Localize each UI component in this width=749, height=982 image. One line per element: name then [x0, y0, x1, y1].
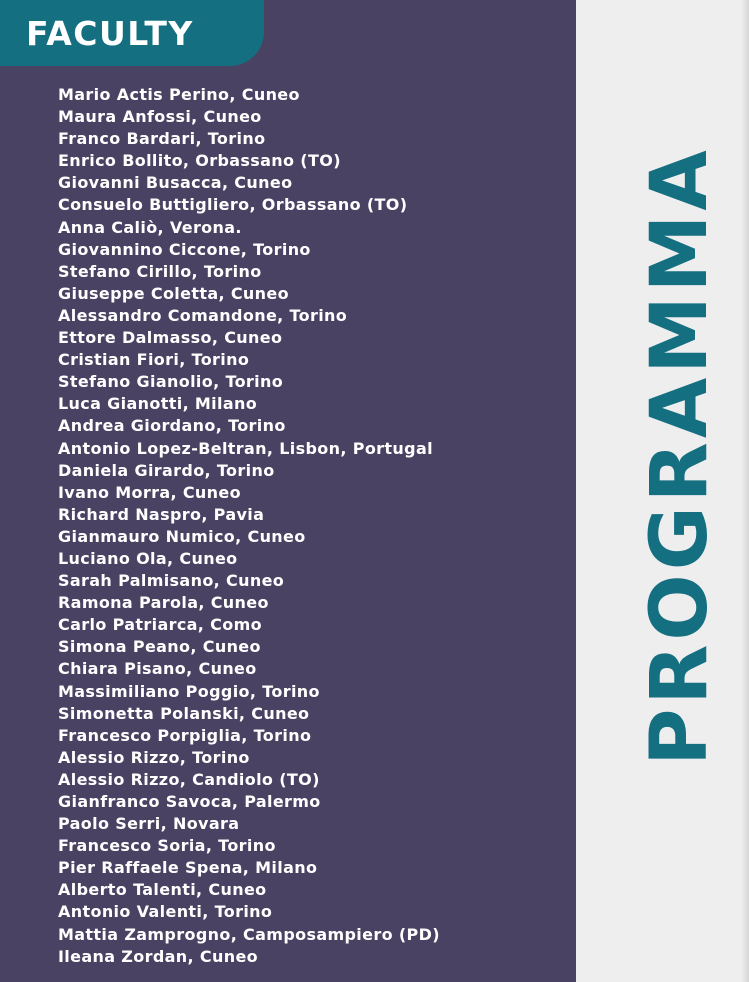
- faculty-member: Enrico Bollito, Orbassano (TO): [58, 151, 341, 171]
- faculty-member: Giovanni Busacca, Cuneo: [58, 173, 293, 193]
- faculty-title: FACULTY: [26, 14, 194, 53]
- side-panel-edge: [741, 0, 749, 982]
- faculty-member: Alessio Rizzo, Torino: [58, 747, 250, 767]
- faculty-member: Franco Bardari, Torino: [58, 129, 266, 149]
- faculty-member: Francesco Soria, Torino: [58, 836, 276, 856]
- faculty-member: Chiara Pisano, Cuneo: [58, 659, 257, 679]
- faculty-member: Stefano Gianolio, Torino: [58, 372, 284, 392]
- faculty-member: Ramona Parola, Cuneo: [58, 593, 269, 613]
- faculty-member: Alessandro Comandone, Torino: [58, 305, 348, 325]
- programma-vertical-label: PROGRAMMA: [635, 146, 725, 766]
- faculty-member: Richard Naspro, Pavia: [58, 504, 265, 524]
- faculty-member: Luciano Ola, Cuneo: [58, 548, 238, 568]
- faculty-list: [58, 84, 440, 968]
- faculty-member: Antonio Lopez-Beltran, Lisbon, Portugal: [58, 438, 433, 458]
- faculty-member: Daniela Girardo, Torino: [58, 460, 275, 480]
- faculty-member: Gianmauro Numico, Cuneo: [58, 526, 306, 546]
- faculty-member: Ileana Zordan, Cuneo: [58, 946, 258, 966]
- faculty-member: Massimiliano Poggio, Torino: [58, 681, 320, 701]
- faculty-member: Mario Actis Perino, Cuneo: [58, 85, 300, 104]
- faculty-member: Simona Peano, Cuneo: [58, 637, 261, 657]
- faculty-member: Giuseppe Coletta, Cuneo: [58, 283, 289, 303]
- faculty-member: Luca Gianotti, Milano: [58, 394, 258, 414]
- faculty-member: Cristian Fiori, Torino: [58, 350, 250, 370]
- faculty-member: Pier Raffaele Spena, Milano: [58, 858, 318, 878]
- faculty-member: Stefano Cirillo, Torino: [58, 261, 262, 281]
- faculty-member: Andrea Giordano, Torino: [58, 416, 286, 436]
- faculty-member: Francesco Porpiglia, Torino: [58, 725, 312, 745]
- faculty-member: Anna Caliò, Verona.: [58, 217, 242, 237]
- faculty-member: Sarah Palmisano, Cuneo: [58, 571, 285, 591]
- faculty-member: Alberto Talenti, Cuneo: [58, 880, 267, 900]
- faculty-header-tab: [0, 0, 264, 66]
- faculty-member: Simonetta Polanski, Cuneo: [58, 703, 310, 723]
- faculty-member: Ettore Dalmasso, Cuneo: [58, 328, 283, 348]
- faculty-member: Mattia Zamprogno, Camposampiero (PD): [58, 924, 440, 944]
- faculty-member: Giovannino Ciccone, Torino: [58, 239, 311, 259]
- faculty-member: Carlo Patriarca, Como: [58, 615, 262, 635]
- faculty-member: Maura Anfossi, Cuneo: [58, 107, 262, 127]
- faculty-member: Ivano Morra, Cuneo: [58, 482, 241, 502]
- faculty-member: Alessio Rizzo, Candiolo (TO): [58, 769, 320, 789]
- faculty-member: Consuelo Buttigliero, Orbassano (TO): [58, 195, 408, 215]
- faculty-member: Paolo Serri, Novara: [58, 814, 240, 834]
- faculty-member: Gianfranco Savoca, Palermo: [58, 792, 321, 811]
- faculty-member: Antonio Valenti, Torino: [58, 902, 273, 922]
